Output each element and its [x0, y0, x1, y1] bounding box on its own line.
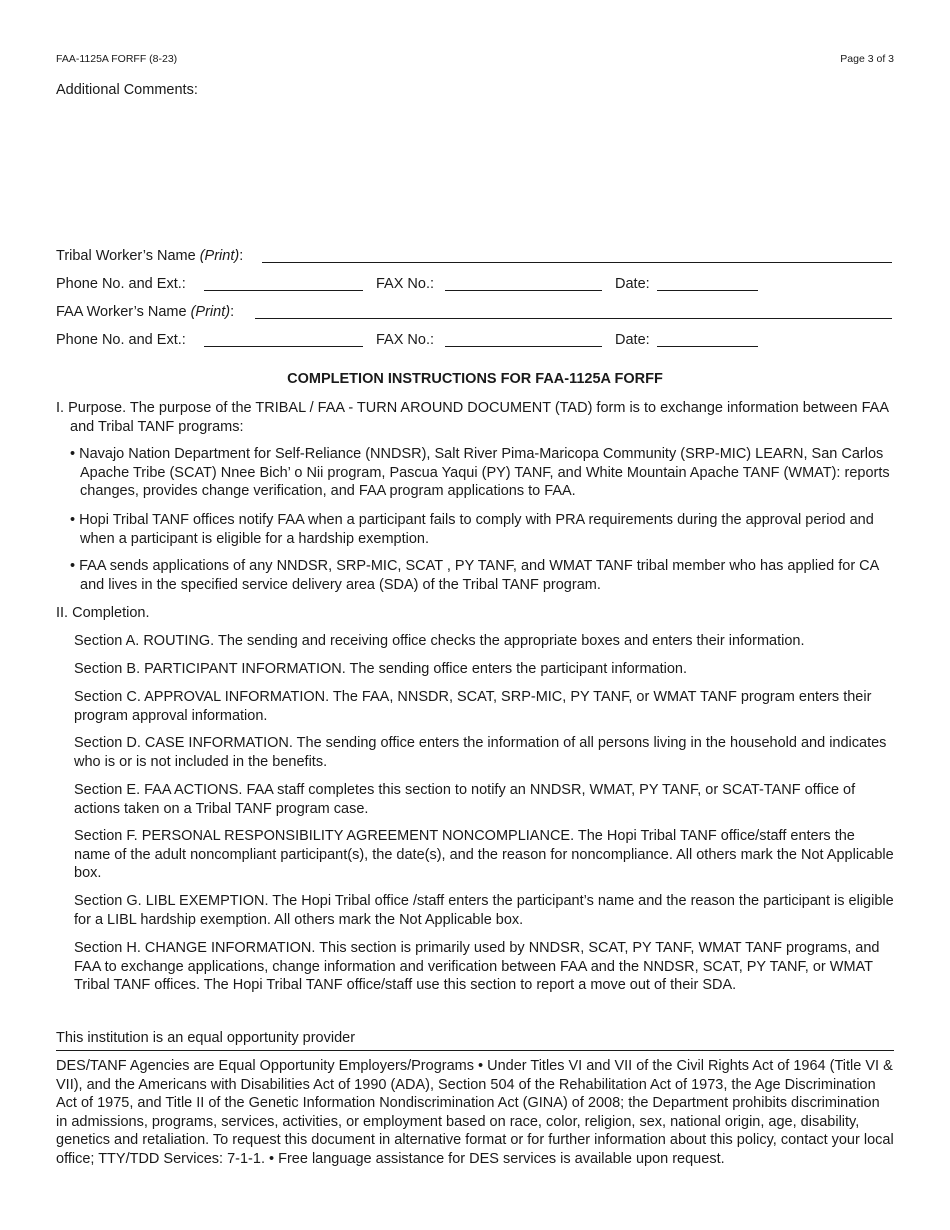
footer-divider — [56, 1050, 894, 1051]
tribal-fax-field[interactable] — [445, 290, 602, 291]
purpose-bullet: • FAA sends applications of any NNDSR, SRP-MIC, SCAT , PY TANF, and WMAT TANF tribal member who has applied for CA and lives in the specified service delivery area (SDA) of the Tribal TANF program. — [70, 558, 879, 593]
faa-fax-label: FAX No.: — [376, 332, 435, 348]
section-c-instruction: Section C. APPROVAL INFORMATION. The FAA, NNSDR, SCAT, SRP-MIC, PY TANF, or WMAT TANF program enters their program approval information. — [74, 689, 872, 724]
section-g-instruction: Section G. LIBL EXEMPTION. The Hopi Tribal office /staff enters the participant’s name and the reason the participant is eligible for a LIBL hardship exemption. All others mark the Not Applicable box. — [74, 893, 894, 928]
section-f-instruction: Section F. PERSONAL RESPONSIBILITY AGREEMENT NONCOMPLIANCE. The Hopi Tribal TANF office/staff enters the name of the adult noncompliant participant(s), the date(s), and the reason for noncompliance. All others mark the Not Applicable box. — [74, 828, 894, 881]
form-id: FAA-1125A FORFF (8-23) — [56, 53, 178, 65]
section-a-instruction: Section A. ROUTING. The sending and receiving office checks the appropriate boxes and enters their information. — [74, 633, 805, 649]
section-h-instruction: Section H. CHANGE INFORMATION. This section is primarily used by NNDSR, SCAT, PY TANF, WMAT TANF programs, and FAA to exchange applications, change information and verification between FAA and the NNDSR, SCAT, PY TANF, or WMAT Tribal TANF offices. The Hopi Tribal TANF office/staff use this section to report a move out of their SDA. — [74, 940, 880, 993]
faa-worker-name-label: FAA Worker’s Name (Print): — [56, 304, 235, 320]
completion-heading: II. Completion. — [56, 605, 150, 621]
additional-comments-label: Additional Comments: — [56, 82, 198, 98]
tribal-date-label: Date: — [615, 276, 650, 292]
tribal-worker-name-field[interactable] — [262, 262, 892, 263]
tribal-date-field[interactable] — [657, 290, 758, 291]
purpose-paragraph: I. Purpose. The purpose of the TRIBAL / FAA - TURN AROUND DOCUMENT (TAD) form is to exchange information between FAA and Tribal TANF programs: — [56, 400, 889, 435]
faa-fax-field[interactable] — [445, 346, 602, 347]
purpose-bullet: • Navajo Nation Department for Self-Reliance (NNDSR), Salt River Pima-Maricopa Community (SRP-MIC) LEARN, San Carlos Apache Tribe (SCAT) Nnee Bich’ o Nii program, Pascua Yaqui (PY) TANF, and White Mountain Apache TANF (WMAT): reports changes, provides change verification, and FAA program applications to FAA. — [70, 446, 890, 499]
tribal-fax-label: FAX No.: — [376, 276, 435, 292]
section-b-instruction: Section B. PARTICIPANT INFORMATION. The sending office enters the participant information. — [74, 661, 688, 677]
section-d-instruction: Section D. CASE INFORMATION. The sending office enters the information of all persons living in the household and indicates who is or is not included in the benefits. — [74, 735, 887, 770]
tribal-phone-field[interactable] — [204, 290, 363, 291]
print-note: (Print) — [199, 248, 240, 264]
page-number: Page 3 of 3 — [840, 53, 894, 65]
faa-date-field[interactable] — [657, 346, 758, 347]
faa-phone-field[interactable] — [204, 346, 363, 347]
faa-phone-label: Phone No. and Ext.: — [56, 332, 186, 348]
purpose-bullet: • Hopi Tribal TANF offices notify FAA when a participant fails to comply with PRA requirements during the approval period and when a participant is eligible for a hardship exemption. — [70, 512, 874, 547]
equal-opportunity-note: This institution is an equal opportunity provider — [56, 1030, 356, 1046]
instructions-title: COMPLETION INSTRUCTIONS FOR FAA-1125A FORFF — [287, 371, 663, 387]
print-note: (Print) — [190, 304, 231, 320]
faa-date-label: Date: — [615, 332, 650, 348]
tribal-phone-label: Phone No. and Ext.: — [56, 276, 186, 292]
tribal-worker-name-label: Tribal Worker’s Name (Print): — [56, 248, 244, 264]
nondiscrimination-statement: DES/TANF Agencies are Equal Opportunity Employers/Programs • Under Titles VI and VII of the Civil Rights Act of 1964 (Title VI & VII), and the Americans with Disabilities Act of 1990 (ADA), Section 504 of the Rehabilitation Act of 1973, the Age Discrimination Act of 1975, and Title II of the Genetic Information Nondiscrimination Act (GINA) of 2008; the Department prohibits discrimination in admissions, programs, services, activities, or employment based on race, color, religion, sex, national origin, age, disability, genetics and retaliation. To request this document in alternative format or for further information about this policy, contact your local office; TTY/TDD Services: 7-1-1. • Free language assistance for DES services is available upon request. — [56, 1058, 894, 1167]
faa-worker-name-field[interactable] — [255, 318, 892, 319]
additional-comments-area[interactable] — [56, 102, 894, 240]
section-e-instruction: Section E. FAA ACTIONS. FAA staff completes this section to notify an NNDSR, WMAT, PY TANF, or SCAT-TANF office of actions taken on a Tribal TANF program case. — [74, 782, 856, 817]
